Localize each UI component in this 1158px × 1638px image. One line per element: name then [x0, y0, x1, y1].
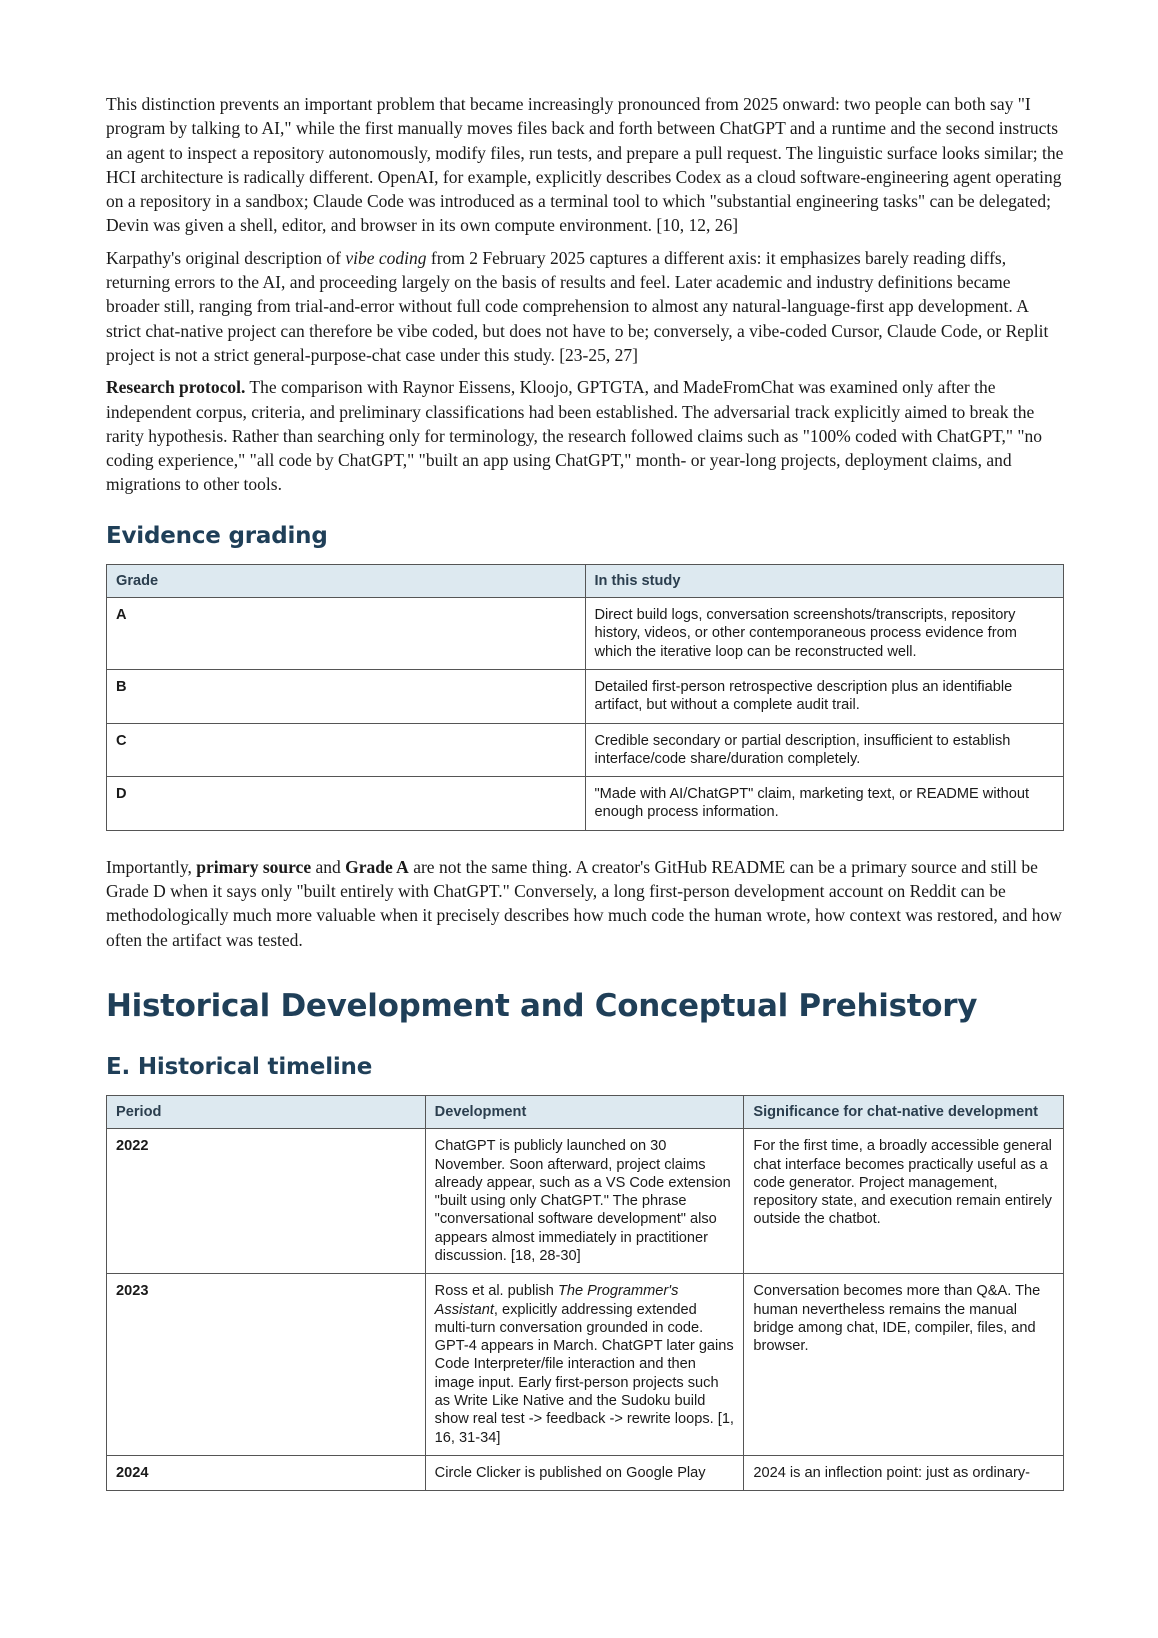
paragraph-vibe-coding: [106, 246, 1064, 367]
document-page: [106, 92, 1064, 1491]
table-row: [107, 1455, 1064, 1490]
historical-timeline-table: [106, 1095, 1064, 1491]
emphasis-vibe-coding: vibe coding: [345, 247, 427, 268]
grade-description-cell: Detailed first-person retrospective description plus an identifiable artifact, but without a complete audit trail.: [585, 669, 1064, 723]
grade-description-cell: Direct build logs, conversation screenshots/transcripts, repository history, videos, or other contemporaneous process evidence from which the iterative loop can be reconstructed well.: [585, 598, 1064, 670]
grade-cell: B: [107, 669, 586, 723]
significance-cell: 2024 is an inflection point: just as ordinary-: [744, 1455, 1064, 1490]
period-cell: 2024: [107, 1455, 426, 1490]
grade-cell: C: [107, 723, 586, 777]
table-row: [107, 598, 1064, 670]
paragraph-interface-distinction: [106, 92, 1064, 238]
paragraph-text: and: [311, 856, 346, 877]
table-row: [107, 669, 1064, 723]
paragraph-text-end: from 2 February 2025 captures a different axis: it emphasizes barely reading diffs, returning errors to the AI, and proceeding largely on the basis of results and feel. Later academic and industry definitions became broader still, ranging from trial-and-error without full code comprehension to almost any natural-language-first app development. A strict chat-native project can therefore be vibe coded, but does not have to be; conversely, a vibe-coded Cursor, Claude Code, or Replit project is not a strict general-purpose-chat case under this study. [23-25, 27]: [106, 247, 1049, 365]
spacer: [106, 831, 1064, 855]
paragraph-text: are not the same thing. A creator's GitHub README can be a primary source and still be Grade D when it says only "built entirely with ChatGPT." Conversely, a long first-person development account on Reddit can be methodologically much more valuable when it precisely describes how much code the human wrote, how context was restored, and how often the artifact was tested.: [106, 856, 1062, 950]
column-header-period: Period: [107, 1095, 426, 1128]
cell-text: , explicitly addressing extended multi-turn conversation grounded in code. GPT-4 appears in March. ChatGPT later gains Code Interpreter/file interaction and then image input. Early first-person projects such as Write Like Native and the Sudoku build show real test -> feedback -> rewrite loops. [1, 16, 31-34]: [434, 1301, 734, 1446]
significance-cell: Conversation becomes more than Q&A. The human nevertheless remains the manual bridge among chat, IDE, compiler, files, and browser.: [744, 1274, 1064, 1456]
paragraph-text: Importantly,: [106, 856, 197, 877]
grade-description-cell: Credible secondary or partial description, insufficient to establish interface/code share/duration completely.: [585, 723, 1064, 777]
period-cell: 2022: [107, 1129, 426, 1274]
cell-text: ChatGPT is publicly launched on 30 November. Soon afterward, project claims already appear, such as a VS Code extension "built using only ChatGPT." The phrase "conversational software development" also appears almost immediately in practitioner discussion. [18, 28-30]: [434, 1138, 731, 1264]
table-row: [107, 723, 1064, 777]
grade-cell: A: [107, 598, 586, 670]
column-header-in-this-study: In this study: [585, 564, 1064, 597]
section-heading-historical-timeline: E. Historical timeline: [106, 1053, 373, 1080]
grade-description-cell: "Made with AI/ChatGPT" claim, marketing text, or README without enough process information.: [585, 777, 1064, 831]
bold-term-primary-source: primary source: [196, 856, 312, 877]
emphasis-title: The Programmer's Assistant: [434, 1283, 679, 1318]
cell-text: Ross et al. publish: [434, 1283, 558, 1300]
cell-text: Circle Clicker is published on Google Play: [434, 1464, 706, 1481]
development-cell: [425, 1455, 744, 1490]
column-header-significance: Significance for chat-native development: [744, 1095, 1064, 1128]
paragraph-research-protocol: [106, 375, 1064, 496]
significance-cell: For the first time, a broadly accessible general chat interface becomes practically useful as a code generator. Project management, repository state, and execution remain entirely outside the chatbot.: [744, 1129, 1064, 1274]
grade-cell: D: [107, 777, 586, 831]
development-cell: [425, 1274, 744, 1456]
paragraph-primary-source-note: [106, 855, 1064, 952]
paragraph-text-start: Karpathy's original description of: [106, 247, 346, 268]
period-cell: 2023: [107, 1274, 426, 1456]
table-row: [107, 777, 1064, 831]
bold-term-grade-a: Grade A: [345, 856, 409, 877]
column-header-grade: Grade: [107, 564, 586, 597]
run-in-heading: Research protocol.: [106, 377, 246, 398]
table-row: [107, 1274, 1064, 1456]
paragraph-text: This distinction prevents an important problem that became increasingly pronounced from 2025 onward: two people can both say "I program by talking to AI," while the first manually moves files back and forth between ChatGPT and a runtime and the second instructs an agent to inspect a repository autonomously, modify files, run tests, and prepare a pull request. The linguistic surface looks similar; the HCI architecture is radically different. OpenAI, for example, explicitly describes Codex as a cloud software-engineering agent operating on a repository in a sandbox; Claude Code was introduced as a terminal tool to which "substantial engineering tasks" can be delegated; Devin was given a shell, editor, and browser in its own compute environment. [10, 12, 26]: [106, 94, 1064, 236]
table-header-row: [107, 1095, 1064, 1128]
table-header-row: [107, 564, 1064, 597]
chapter-heading-historical-development: Historical Development and Conceptual Prehistory: [106, 987, 978, 1024]
development-cell: [425, 1129, 744, 1274]
evidence-grading-table: [106, 564, 1064, 831]
table-row: [107, 1129, 1064, 1274]
paragraph-text: The comparison with Raynor Eissens, Kloojo, GPTGTA, and MadeFromChat was examined only after the independent corpus, criteria, and preliminary classifications had been established. The adversarial track explicitly aimed to break the rarity hypothesis. Rather than searching only for terminology, the research followed claims such as "100% coded with ChatGPT," "no coding experience," "all code by ChatGPT," "built an app using ChatGPT," month- or year-long projects, deployment claims, and migrations to other tools.: [106, 377, 1043, 495]
section-heading-evidence-grading: Evidence grading: [106, 522, 328, 549]
column-header-development: Development: [425, 1095, 744, 1128]
